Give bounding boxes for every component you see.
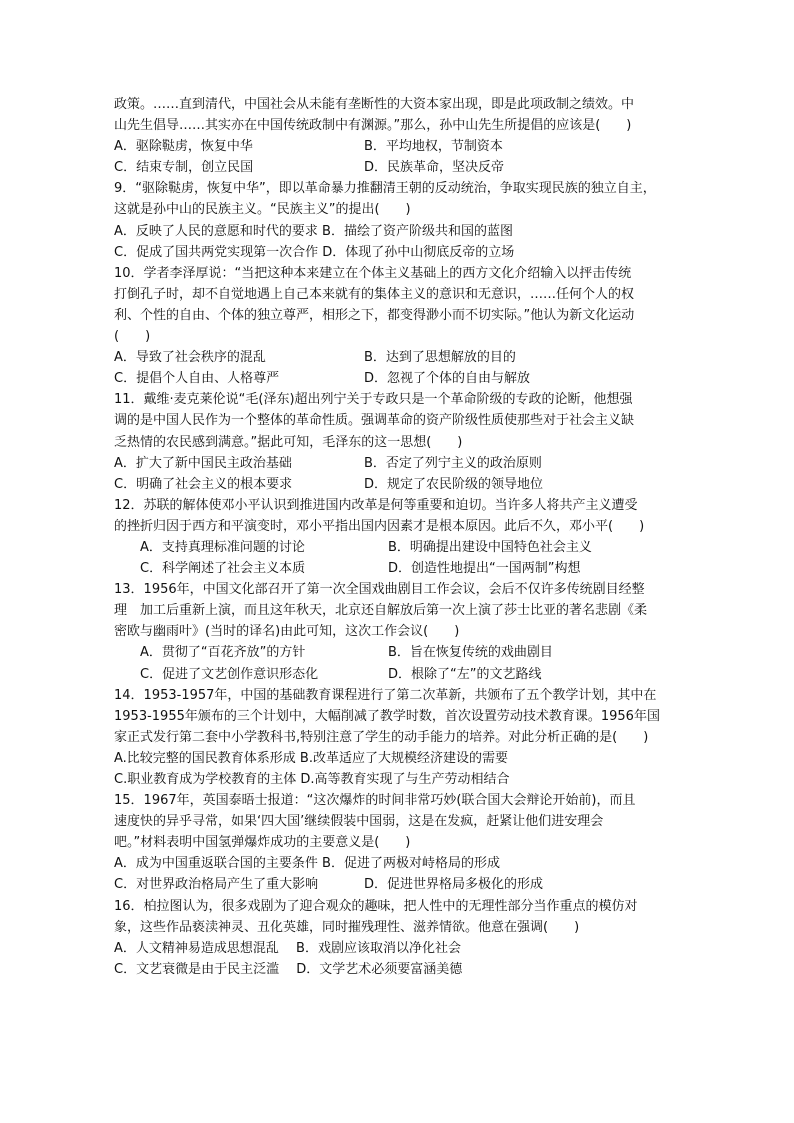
option-right: B．平均地权，节制资本 <box>364 139 503 155</box>
option-right: D．规定了农民阶级的领导地位 <box>364 476 544 492</box>
option-right: B．否定了列宁主义的政治原则 <box>364 455 542 471</box>
exam-page <box>114 94 686 980</box>
option-line: C．促成了国共两党实现第一次合作 D．体现了孙中山彻底反帝的立场 <box>114 244 515 260</box>
option-left: C．提倡个人自由、人格尊严 <box>114 371 280 387</box>
option-left: C．结束专制，创立民国 <box>114 160 254 176</box>
text-line: 打倒孔子时，却不自觉地遇上自己本来就有的集体主义的意识和无意识，……任何个人的权 <box>114 286 635 302</box>
text-line: 这就是孙中山的民族主义。“民族主义”的提出( ) <box>114 202 411 218</box>
option-right: B．达到了思想解放的目的 <box>364 350 516 366</box>
option-row <box>114 664 686 685</box>
option-row <box>114 537 686 558</box>
option-row <box>114 368 686 389</box>
option-line: A．反映了人民的意愿和时代的要求 B．描绘了资产阶级共和国的蓝图 <box>114 223 513 239</box>
option-line: C．文艺衰微是由于民主泛滥 D．文学艺术必须要富涵美德 <box>114 961 463 977</box>
text-line: 速度快的异乎寻常，如果‘四大国’继续假装中国弱，这是在发疯，赶紧让他们进安理会 <box>114 814 604 830</box>
option-row <box>114 453 686 474</box>
option-line: A．成为中国重返联合国的主要条件 B．促进了两极对峙格局的形成 <box>114 856 500 872</box>
option-row <box>114 642 686 663</box>
option-right: D．民族革命，坚决反帝 <box>364 160 505 176</box>
text-line: 13．1956年，中国文化部召开了第一次全国戏曲剧目工作会议，会后不仅许多传统剧目经整 <box>114 582 645 598</box>
option-left: C．科学阐述了社会主义本质 <box>140 561 306 577</box>
option-row <box>114 558 686 579</box>
option-left: A．导致了社会秩序的混乱 <box>114 350 266 366</box>
text-line: 15．1967年，英国泰晤士报道：“这次爆炸的时间非常巧妙(联合国大会辩论开始前)，而且 <box>114 793 636 809</box>
option-left: A．支持真理标准问题的讨论 <box>140 539 305 555</box>
text-line: 9．“驱除鞑虏，恢复中华”，即以革命暴力推翻清王朝的反动统治，争取实现民族的独立自主， <box>114 181 656 197</box>
option-left: A．贯彻了“百花齐放”的方针 <box>140 645 306 661</box>
option-row <box>114 474 686 495</box>
option-row <box>114 874 686 895</box>
option-line: A．人文精神易造成思想混乱 B．戏剧应该取消以净化社会 <box>114 940 461 956</box>
option-left: A．扩大了新中国民主政治基础 <box>114 455 292 471</box>
option-right: D．忽视了个体的自由与解放 <box>364 371 531 387</box>
text-line: 12．苏联的解体使邓小平认识到推进国内改革是何等重要和迫切。当许多人将共产主义遭受 <box>114 497 638 513</box>
text-line: 16．柏拉图认为，很多戏剧为了迎合观众的趣味，把人性中的无理性部分当作重点的模仿对 <box>114 898 638 914</box>
text-line: 11．戴维·麦克莱伦说“毛(泽东)超出列宁关于专政只是一个革命阶级的专政的论断，他想强 <box>114 392 633 408</box>
text-line: 象，这些作品亵渎神灵、丑化英雄，同时摧残理性、滋养情欲。他意在强调( ) <box>114 919 580 935</box>
text-line: 10．学者李泽厚说：“当把这种本来建立在个体主义基础上的西方文化介绍输入以抨击传统 <box>114 265 632 281</box>
text-line: 政策。……直到清代，中国社会从未能有垄断性的大资本家出现，即是此项政制之绩效。中 <box>114 97 635 112</box>
text-line: 1953-1955年颁布的三个计划中，大幅削减了教学时数，首次设置劳动技术教育课。1956年国 <box>114 708 660 724</box>
text-line: 利、个性的自由、个体的独立尊严，相形之下，都变得渺小而不切实际。”他认为新文化运动 <box>114 307 635 323</box>
option-right: D．促进世界格局多极化的形成 <box>364 877 544 893</box>
option-row <box>114 347 686 368</box>
option-right: D．根除了“左”的文艺路线 <box>388 666 542 682</box>
text-line: 的挫折归因于西方和平演变时，邓小平指出国内因素才是根本原因。此后不久，邓小平( ) <box>114 518 645 534</box>
text-line: 14．1953-1957年，中国的基础教育课程进行了第二次革新，共颁布了五个教学计划，其中在 <box>114 687 657 703</box>
option-right: B．明确提出建设中国特色社会主义 <box>388 539 592 555</box>
text-line: C.职业教育成为学校教育的主体 D.高等教育实现了与生产劳动相结合 <box>114 772 510 787</box>
text-line: 密欧与幽雨叶》(当时的译名)由此可知，这次工作会议( ) <box>114 624 460 640</box>
option-row <box>114 136 686 157</box>
option-right: B．旨在恢复传统的戏曲剧目 <box>388 645 553 661</box>
text-line: 山先生倡导……其实亦在中国传统政制中有渊源。”那么，孙中山先生所提倡的应该是( ) <box>114 118 632 134</box>
option-right: D．创造性地提出“一国两制”构想 <box>388 561 581 577</box>
text-line: 理 加工后重新上演，而且这年秋天，北京还自解放后第一次上演了莎士比亚的著名悲剧《柔 <box>114 603 648 619</box>
text-line: 调的是中国人民作为一个整体的革命性质。强调革命的资产阶级性质使那些对于社会主义缺 <box>114 413 635 429</box>
text-line: 家正式发行第二套中小学教科书,特别注意了学生的动手能力的培养。对此分析正确的是( ) <box>114 729 649 745</box>
option-left: C．促进了文艺创作意识形态化 <box>140 666 319 682</box>
option-left: C．对世界政治格局产生了重大影响 <box>114 877 319 893</box>
text-line: A.比较完整的国民教育体系形成 B.改革适应了大规模经济建设的需要 <box>114 750 508 766</box>
option-left: C．明确了社会主义的根本要求 <box>114 476 293 492</box>
text-line: 乏热情的农民感到满意。”据此可知，毛泽东的这一思想( ) <box>114 434 463 450</box>
text-line: ( ) <box>114 329 151 345</box>
text-line: 吧。”材料表明中国氢弹爆炸成功的主要意义是( ) <box>114 835 411 851</box>
option-row <box>114 157 686 178</box>
option-left: A．驱除鞑虏，恢复中华 <box>114 139 253 155</box>
